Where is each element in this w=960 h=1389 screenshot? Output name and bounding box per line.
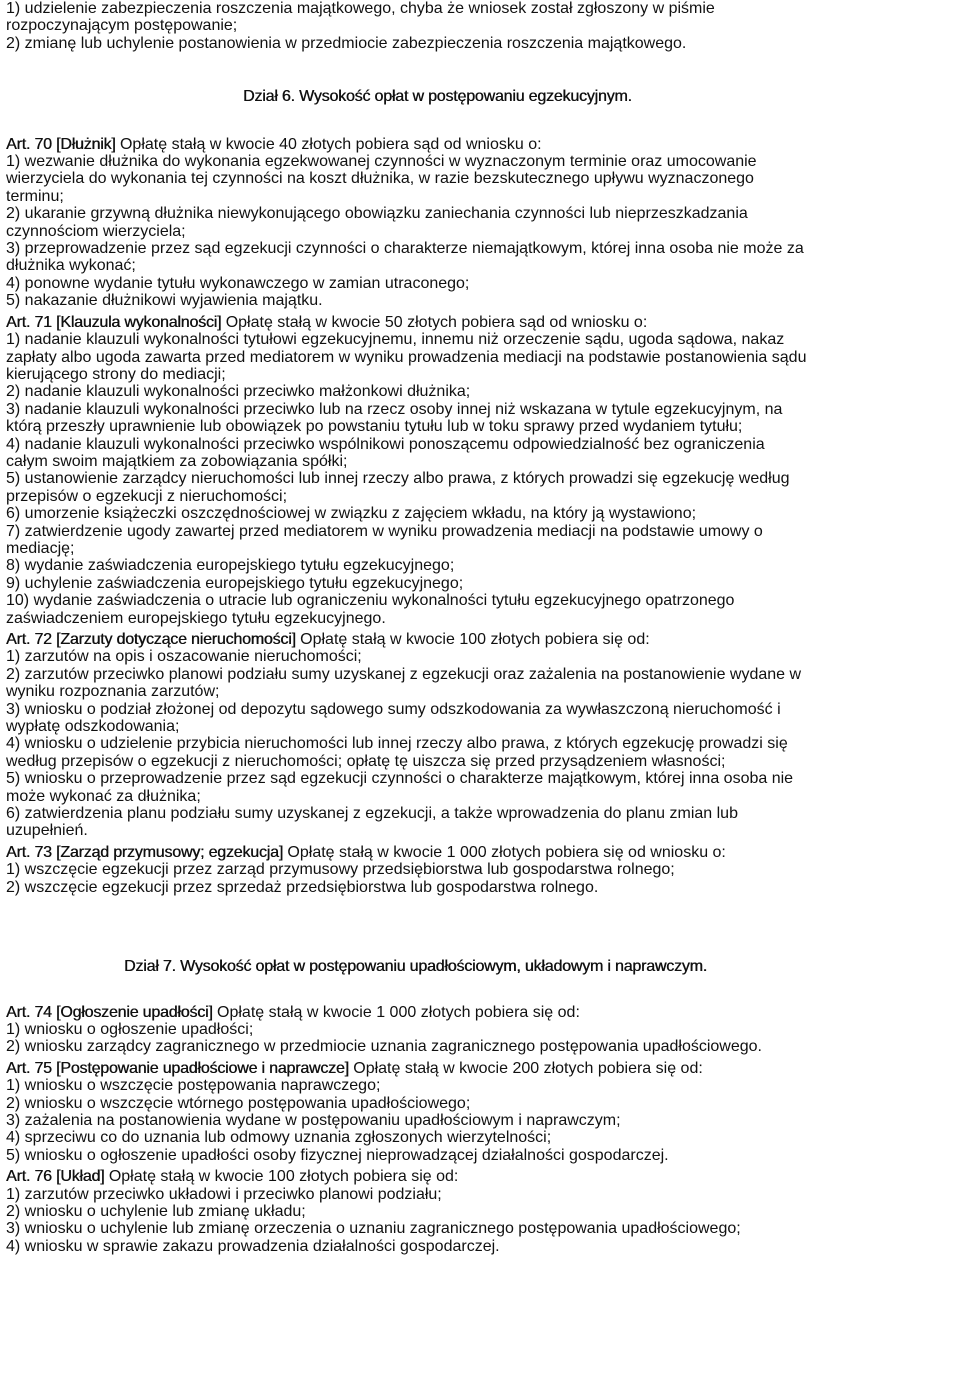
- text-line: 6) zatwierdzenia planu podziału sumy uzyskanej z egzekucji, a także wprowadzenia do planu zmian lub: [6, 805, 738, 823]
- text-line: 2) wszczęcie egzekucji przez sprzedaż przedsiębiorstwa lub gospodarstwa rolnego.: [6, 878, 599, 896]
- text-line: wypłatę odszkodowania;: [6, 718, 180, 736]
- text-line: całym swoim majątkiem za zobowiązania spółki;: [6, 452, 348, 470]
- article-label: Art. 71 [Klauzula wykonalności]: [6, 313, 222, 331]
- article-label: Art. 73 [Zarząd przymusowy; egzekucja]: [6, 843, 283, 861]
- text-line: uzupełnień.: [6, 822, 88, 840]
- text-line: wierzyciela do wykonania tej czynności na koszt dłużnika, w razie bezskutecznego upływu wyznaczonego: [6, 170, 754, 188]
- text-line: dłużnika wykonać;: [6, 257, 136, 275]
- text-line: mediację;: [6, 539, 75, 557]
- article-label: Art. 70 [Dłużnik]: [6, 135, 116, 153]
- text-line: 3) nadanie klauzuli wykonalności przeciwko lub na rzecz osoby innej niż wskazana w tytule egzekucyjnym, na: [6, 400, 783, 418]
- intro-block: [6, 0, 954, 52]
- text-line: według przepisów o egzekucji z nieruchomości; opłatę tę uiszcza się przed przysądzeniem własności;: [6, 752, 726, 770]
- text-line: 4) sprzeciwu co do uznania lub odmowy uznania zgłoszonych wierzytelności;: [6, 1129, 552, 1147]
- text-line: 8) wydanie zaświadczenia europejskiego tytułu egzekucyjnego;: [6, 557, 455, 575]
- text-line: 5) nakazanie dłużnikowi wyjawienia majątku.: [6, 292, 323, 310]
- text-line: zaświadczeniem europejskiego tytułu egzekucyjnego.: [6, 609, 386, 627]
- article-lead: Opłatę stałą w kwocie 1 000 złotych pobiera się od:: [212, 1003, 580, 1021]
- article-label: Art. 76 [Układ]: [6, 1168, 105, 1186]
- article-label: Art. 74 [Ogłoszenie upadłości]: [6, 1003, 213, 1021]
- text-line: zapłaty albo ugoda zawarta przed mediatorem w wyniku prowadzenia mediacji na podstawie postanowienia sądu: [6, 348, 807, 366]
- text-line: terminu;: [6, 187, 64, 205]
- text-line: 1) udzielenie zabezpieczenia roszczenia majątkowego, chyba że wniosek został zgłoszony w piśmie: [6, 0, 715, 17]
- article-label: Art. 75 [Postępowanie upadłościowe i naprawcze]: [6, 1059, 349, 1077]
- text-line: 3) zażalenia na postanowienia wydane w postępowaniu upadłościowym i naprawczym;: [6, 1111, 621, 1129]
- article-lead: Opłatę stałą w kwocie 100 złotych pobiera się od:: [104, 1168, 459, 1186]
- article-72: [6, 631, 954, 840]
- text-line: 2) zmianę lub uchylenie postanowienia w przedmiocie zabezpieczenia roszczenia majątkowego.: [6, 34, 687, 52]
- text-line: przepisów o egzekucji z nieruchomości;: [6, 487, 288, 505]
- article-70: [6, 136, 954, 310]
- text-line: wyniku rozpoznania zarzutów;: [6, 683, 220, 701]
- text-line: 7) zatwierdzenie ugody zawartej przed mediatorem w wyniku prowadzenia mediacji na podstawie umowy o: [6, 522, 763, 540]
- text-line: 1) zarzutów przeciwko układowi i przeciwko planowi podziału;: [6, 1185, 442, 1203]
- article-75: [6, 1060, 954, 1164]
- text-line: 6) umorzenie książeczki oszczędnościowej w związku z zajęciem wkładu, na który ją wystawiono;: [6, 505, 697, 523]
- text-line: może wykonać za dłużnika;: [6, 787, 201, 805]
- text-line: 5) wniosku o ogłoszenie upadłości osoby fizycznej nieprowadzącej działalności gospodarczej.: [6, 1146, 669, 1164]
- text-line: 2) nadanie klauzuli wykonalności przeciwko małżonkowi dłużnika;: [6, 383, 471, 401]
- text-line: 4) nadanie klauzuli wykonalności przeciwko wspólnikowi ponoszącemu odpowiedzialność bez ograniczenia: [6, 435, 765, 453]
- text-line: 1) zarzutów na opis i oszacowanie nieruchomości;: [6, 648, 362, 666]
- text-line: 2) zarzutów przeciwko planowi podziału sumy uzyskanej z egzekucji oraz zażalenia na postanowienie wydane w: [6, 665, 802, 683]
- article-76: [6, 1168, 954, 1255]
- text-line: 1) wniosku o wszczęcie postępowania naprawczego;: [6, 1077, 381, 1095]
- article-label: Art. 72 [Zarzuty dotyczące nieruchomości]: [6, 631, 296, 648]
- text-line: 1) wezwanie dłużnika do wykonania egzekwowanej czynności w wyznaczonym terminie oraz umocowanie: [6, 153, 757, 171]
- text-line: 4) wniosku w sprawie zakazu prowadzenia działalności gospodarczej.: [6, 1237, 500, 1255]
- text-line: 4) ponowne wydanie tytułu wykonawczego w zamian utraconego;: [6, 274, 470, 292]
- article-lead: Opłatę stałą w kwocie 1 000 złotych pobiera się od wniosku o:: [282, 843, 726, 861]
- text-line: 10) wydanie zaświadczenia o utracie lub ograniczeniu wykonalności tytułu egzekucyjnego opatrzonego: [6, 592, 735, 610]
- text-line: 2) ukaranie grzywną dłużnika niewykonującego obowiązku zaniechania czynności lub nieprzeszkadzania: [6, 205, 748, 223]
- section-heading-dzial-7: Dział 7. Wysokość opłat w postępowaniu upadłościowym, układowym i naprawczym.: [124, 958, 707, 976]
- text-line: kierującego strony do mediacji;: [6, 365, 226, 383]
- text-line: 1) wniosku o ogłoszenie upadłości;: [6, 1020, 254, 1038]
- section-heading-dzial-6: Dział 6. Wysokość opłat w postępowaniu egzekucyjnym.: [243, 88, 632, 106]
- article-73: [6, 844, 954, 896]
- text-line: 5) wniosku o przeprowadzenie przez sąd egzekucji czynności o charakterze majątkowym, której inna osoba nie: [6, 770, 794, 788]
- text-line: 2) wniosku o wszczęcie wtórnego postępowania upadłościowego;: [6, 1094, 471, 1112]
- text-line: 2) wniosku zarządcy zagranicznego w przedmiocie uznania zagranicznego postępowania upadłościowego.: [6, 1038, 762, 1056]
- text-line: 3) wniosku o podział złożonej od depozytu sądowego sumy odszkodowania za wywłaszczoną nieruchomość i: [6, 700, 781, 718]
- text-line: rozpoczynającym postępowanie;: [6, 17, 238, 35]
- article-lead: Opłatę stałą w kwocie 40 złotych pobiera sąd od wniosku o:: [115, 135, 542, 153]
- text-line: 5) ustanowienie zarządcy nieruchomości lub innej rzeczy albo prawa, z których prowadzi się egzekucję według: [6, 470, 790, 488]
- text-line: 3) wniosku o uchylenie lub zmianę orzeczenia o uznaniu zagranicznego postępowania upadłościowego;: [6, 1220, 741, 1238]
- text-line: 1) nadanie klauzuli wykonalności tytułowi egzekucyjnemu, innemu niż orzeczenie sądu, ugoda sądowa, nakaz: [6, 331, 785, 349]
- article-74: [6, 1004, 954, 1056]
- text-line: czynnościom wierzyciela;: [6, 222, 186, 240]
- text-line: 3) przeprowadzenie przez sąd egzekucji czynności o charakterze niemajątkowym, której inna osoba nie może za: [6, 240, 804, 258]
- article-71: [6, 314, 954, 627]
- text-line: 2) wniosku o uchylenie lub zmianę układu;: [6, 1202, 306, 1220]
- article-lead: Opłatę stałą w kwocie 50 złotych pobiera sąd od wniosku o:: [221, 313, 648, 331]
- article-lead: Opłatę stałą w kwocie 200 złotych pobiera się od:: [348, 1059, 703, 1077]
- text-line: 9) uchylenie zaświadczenia europejskiego tytułu egzekucyjnego;: [6, 574, 464, 592]
- text-line: 1) wszczęcie egzekucji przez zarząd przymusowy przedsiębiorstwa lub gospodarstwa rolnego;: [6, 861, 675, 879]
- article-lead: Opłatę stałą w kwocie 100 złotych pobiera się od:: [295, 631, 650, 648]
- text-line: którą przeszły uprawnienie lub obowiązek po powstaniu tytułu lub w toku sprawy przed wydaniem tytułu;: [6, 418, 743, 436]
- text-line: 4) wniosku o udzielenie przybicia nieruchomości lub innej rzeczy albo prawa, z których egzekucję prowadzi się: [6, 735, 788, 753]
